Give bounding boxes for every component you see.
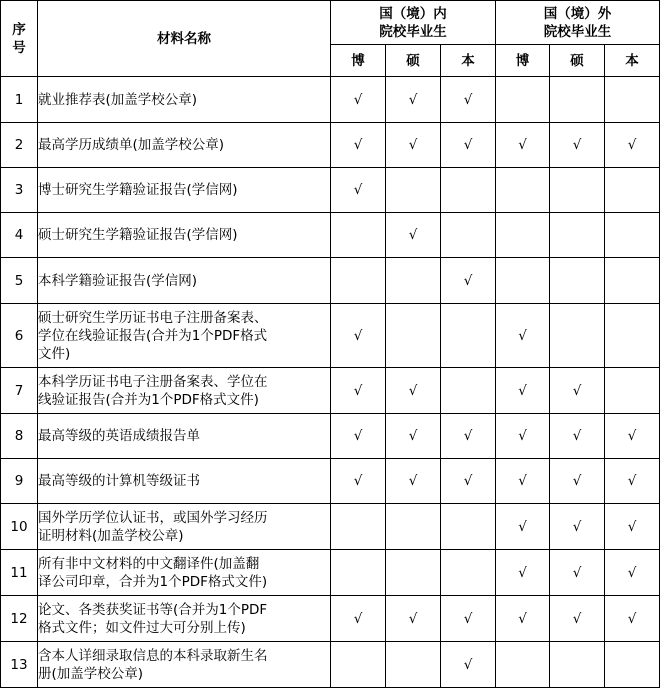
check-mark: √ xyxy=(572,382,582,399)
foreign-phd-cell xyxy=(496,414,550,459)
check-mark: √ xyxy=(518,610,527,627)
material-name xyxy=(38,414,331,459)
check-mark: √ xyxy=(572,564,582,581)
foreign-bachelor-cell xyxy=(605,414,660,459)
domestic-bachelor-cell xyxy=(441,414,496,459)
row-index: 8 xyxy=(1,414,38,459)
foreign-phd-cell xyxy=(496,123,550,168)
material-name-line: 最高学历成绩单(加盖学校公章) xyxy=(38,137,225,153)
foreign-bachelor-cell xyxy=(605,550,660,596)
check-mark: √ xyxy=(518,473,527,489)
material-name-line: 学位在线验证报告(合并为1个PDF格式 xyxy=(38,327,268,344)
foreign-bachelor-cell xyxy=(605,304,660,368)
check-mark: √ xyxy=(353,182,363,198)
domestic-phd-cell xyxy=(331,258,386,304)
check-mark: √ xyxy=(353,473,363,489)
foreign-phd-header: 博 xyxy=(496,45,550,77)
foreign-master-cell xyxy=(550,414,605,459)
material-name-line: 本科学历证书电子注册备案表、学位在 xyxy=(38,373,268,390)
table-row xyxy=(1,77,660,123)
material-name-line: 最高等级的计算机等级证书 xyxy=(38,473,200,489)
domestic-phd-cell xyxy=(331,123,386,168)
foreign-bachelor-cell xyxy=(605,642,660,688)
check-mark: √ xyxy=(572,473,582,489)
check-mark: √ xyxy=(463,137,473,153)
domestic-phd-cell xyxy=(331,168,386,213)
domestic-phd-cell xyxy=(331,368,386,414)
check-mark: √ xyxy=(518,518,527,535)
check-mark: √ xyxy=(627,564,637,581)
domestic-phd-cell xyxy=(331,459,386,504)
foreign-phd-cell xyxy=(496,550,550,596)
material-name xyxy=(38,168,331,213)
check-mark: √ xyxy=(518,382,527,399)
table-row xyxy=(1,414,660,459)
domestic-master-cell xyxy=(386,550,441,596)
material-name-line: 论文、各类获奖证书等(合并为1个PDF xyxy=(38,601,268,618)
check-mark: √ xyxy=(353,327,363,344)
foreign-master-cell xyxy=(550,168,605,213)
material-name xyxy=(38,368,331,414)
foreign-master-header: 硕 xyxy=(550,45,605,77)
foreign-graduates-header: 国（境）外 院校毕业生 xyxy=(496,1,660,45)
row-index: 5 xyxy=(1,258,38,304)
foreign-master-cell xyxy=(550,550,605,596)
check-mark: √ xyxy=(518,327,527,344)
domestic-bachelor-cell xyxy=(441,77,496,123)
check-mark: √ xyxy=(572,428,582,444)
foreign-master-cell xyxy=(550,304,605,368)
row-index: 13 xyxy=(1,642,38,688)
domestic-phd-header: 博 xyxy=(331,45,386,77)
check-mark: √ xyxy=(408,382,418,399)
foreign-phd-cell xyxy=(496,304,550,368)
foreign-master-cell xyxy=(550,459,605,504)
material-name-line: 证明材料(加盖学校公章) xyxy=(38,527,184,544)
material-name-line: 线验证报告(合并为1个PDF格式文件) xyxy=(38,391,259,408)
material-name-line: 所有非中文材料的中文翻译件(加盖翻 xyxy=(38,555,260,572)
material-name-line: 博士研究生学籍验证报告(学信网) xyxy=(38,182,238,198)
table-row xyxy=(1,504,660,550)
domestic-bachelor-cell xyxy=(441,642,496,688)
foreign-phd-cell xyxy=(496,77,550,123)
check-mark: √ xyxy=(353,382,363,399)
material-name xyxy=(38,504,331,550)
domestic-master-cell xyxy=(386,77,441,123)
material-name-line: 文件) xyxy=(38,345,71,362)
material-name xyxy=(38,642,331,688)
domestic-master-cell xyxy=(386,368,441,414)
domestic-master-cell xyxy=(386,459,441,504)
domestic-master-cell xyxy=(386,504,441,550)
check-mark: √ xyxy=(408,610,418,627)
foreign-master-cell xyxy=(550,258,605,304)
foreign-master-cell xyxy=(550,368,605,414)
material-name-line: 册(加盖学校公章) xyxy=(38,665,144,682)
material-name xyxy=(38,123,331,168)
foreign-bachelor-cell xyxy=(605,77,660,123)
domestic-master-cell xyxy=(386,642,441,688)
check-mark: √ xyxy=(627,518,637,535)
row-index: 11 xyxy=(1,550,38,596)
domestic-phd-cell xyxy=(331,642,386,688)
domestic-bachelor-cell xyxy=(441,213,496,258)
check-mark: √ xyxy=(463,428,473,444)
material-name-line: 国外学历学位认证书，或国外学习经历 xyxy=(38,509,268,526)
foreign-master-cell xyxy=(550,504,605,550)
foreign-master-cell xyxy=(550,596,605,642)
domestic-bachelor-cell xyxy=(441,596,496,642)
foreign-bachelor-cell xyxy=(605,368,660,414)
row-index: 12 xyxy=(1,596,38,642)
name-column-header: 材料名称 xyxy=(38,1,331,77)
foreign-bachelor-cell xyxy=(605,258,660,304)
table-row xyxy=(1,368,660,414)
material-name-line: 译公司印章，合并为1个PDF格式文件) xyxy=(38,573,268,590)
table-row xyxy=(1,642,660,688)
row-index: 6 xyxy=(1,304,38,368)
table-row xyxy=(1,550,660,596)
material-name xyxy=(38,258,331,304)
row-index: 10 xyxy=(1,504,38,550)
check-mark: √ xyxy=(572,518,582,535)
domestic-master-cell xyxy=(386,123,441,168)
row-index: 2 xyxy=(1,123,38,168)
foreign-bachelor-cell xyxy=(605,459,660,504)
check-mark: √ xyxy=(518,564,527,581)
table-row xyxy=(1,168,660,213)
material-name-line: 本科学籍验证报告(学信网) xyxy=(38,272,198,289)
material-name-line: 硕士研究生学籍验证报告(学信网) xyxy=(38,227,238,243)
domestic-phd-cell xyxy=(331,213,386,258)
foreign-phd-cell xyxy=(496,258,550,304)
row-index: 1 xyxy=(1,77,38,123)
domestic-bachelor-header: 本 xyxy=(441,45,496,77)
row-index: 4 xyxy=(1,213,38,258)
material-name-line: 格式文件；如文件过大可分别上传) xyxy=(38,619,246,636)
index-column-header: 序 号 xyxy=(1,1,38,77)
foreign-bachelor-cell xyxy=(605,213,660,258)
material-name-line: 硕士研究生学历证书电子注册备案表、 xyxy=(38,309,268,326)
check-mark: √ xyxy=(463,610,473,627)
row-index: 3 xyxy=(1,168,38,213)
domestic-master-cell xyxy=(386,258,441,304)
domestic-phd-cell xyxy=(331,414,386,459)
check-mark: √ xyxy=(353,610,363,627)
foreign-bachelor-cell xyxy=(605,596,660,642)
domestic-bachelor-cell xyxy=(441,258,496,304)
row-index: 9 xyxy=(1,459,38,504)
material-name-line: 最高等级的英语成绩报告单 xyxy=(38,428,200,444)
check-mark: √ xyxy=(408,91,418,108)
check-mark: √ xyxy=(518,137,527,153)
check-mark: √ xyxy=(463,473,473,489)
table-row xyxy=(1,213,660,258)
domestic-bachelor-cell xyxy=(441,550,496,596)
check-mark: √ xyxy=(627,610,637,627)
check-mark: √ xyxy=(463,272,473,289)
material-name-line: 就业推荐表(加盖学校公章) xyxy=(38,91,198,108)
domestic-bachelor-cell xyxy=(441,504,496,550)
check-mark: √ xyxy=(627,137,637,153)
domestic-master-cell xyxy=(386,304,441,368)
domestic-bachelor-cell xyxy=(441,304,496,368)
domestic-master-cell xyxy=(386,213,441,258)
material-name xyxy=(38,596,331,642)
foreign-master-cell xyxy=(550,213,605,258)
check-mark: √ xyxy=(627,473,637,489)
foreign-master-cell xyxy=(550,77,605,123)
check-mark: √ xyxy=(627,428,637,444)
material-name xyxy=(38,459,331,504)
table-row xyxy=(1,459,660,504)
foreign-bachelor-cell xyxy=(605,168,660,213)
table-row xyxy=(1,596,660,642)
material-name xyxy=(38,304,331,368)
material-name-line: 含本人详细录取信息的本科录取新生名 xyxy=(38,647,268,664)
row-index: 7 xyxy=(1,368,38,414)
foreign-bachelor-cell xyxy=(605,504,660,550)
table-row xyxy=(1,304,660,368)
domestic-phd-cell xyxy=(331,304,386,368)
check-mark: √ xyxy=(572,610,582,627)
material-name xyxy=(38,550,331,596)
domestic-bachelor-cell xyxy=(441,459,496,504)
foreign-bachelor-header: 本 xyxy=(605,45,660,77)
material-name xyxy=(38,213,331,258)
check-mark: √ xyxy=(353,91,363,108)
foreign-phd-cell xyxy=(496,596,550,642)
check-mark: √ xyxy=(408,428,418,444)
foreign-phd-cell xyxy=(496,459,550,504)
check-mark: √ xyxy=(572,137,582,153)
domestic-graduates-header: 国（境）内 院校毕业生 xyxy=(331,1,496,45)
check-mark: √ xyxy=(353,428,363,444)
check-mark: √ xyxy=(518,428,527,444)
domestic-master-cell xyxy=(386,414,441,459)
foreign-phd-cell xyxy=(496,504,550,550)
check-mark: √ xyxy=(408,227,418,243)
foreign-master-cell xyxy=(550,123,605,168)
domestic-bachelor-cell xyxy=(441,123,496,168)
foreign-master-cell xyxy=(550,642,605,688)
materials-table-body xyxy=(1,77,660,688)
foreign-bachelor-cell xyxy=(605,123,660,168)
domestic-phd-cell xyxy=(331,77,386,123)
check-mark: √ xyxy=(463,91,473,108)
domestic-phd-cell xyxy=(331,550,386,596)
domestic-master-cell xyxy=(386,168,441,213)
table-row xyxy=(1,123,660,168)
table-row xyxy=(1,258,660,304)
domestic-phd-cell xyxy=(331,504,386,550)
material-name xyxy=(38,77,331,123)
domestic-master-header: 硕 xyxy=(386,45,441,77)
foreign-phd-cell xyxy=(496,642,550,688)
domestic-master-cell xyxy=(386,596,441,642)
foreign-phd-cell xyxy=(496,168,550,213)
domestic-bachelor-cell xyxy=(441,168,496,213)
foreign-phd-cell xyxy=(496,368,550,414)
check-mark: √ xyxy=(408,473,418,489)
foreign-phd-cell xyxy=(496,213,550,258)
check-mark: √ xyxy=(408,137,418,153)
check-mark: √ xyxy=(353,137,363,153)
check-mark: √ xyxy=(463,656,473,673)
domestic-bachelor-cell xyxy=(441,368,496,414)
domestic-phd-cell xyxy=(331,596,386,642)
